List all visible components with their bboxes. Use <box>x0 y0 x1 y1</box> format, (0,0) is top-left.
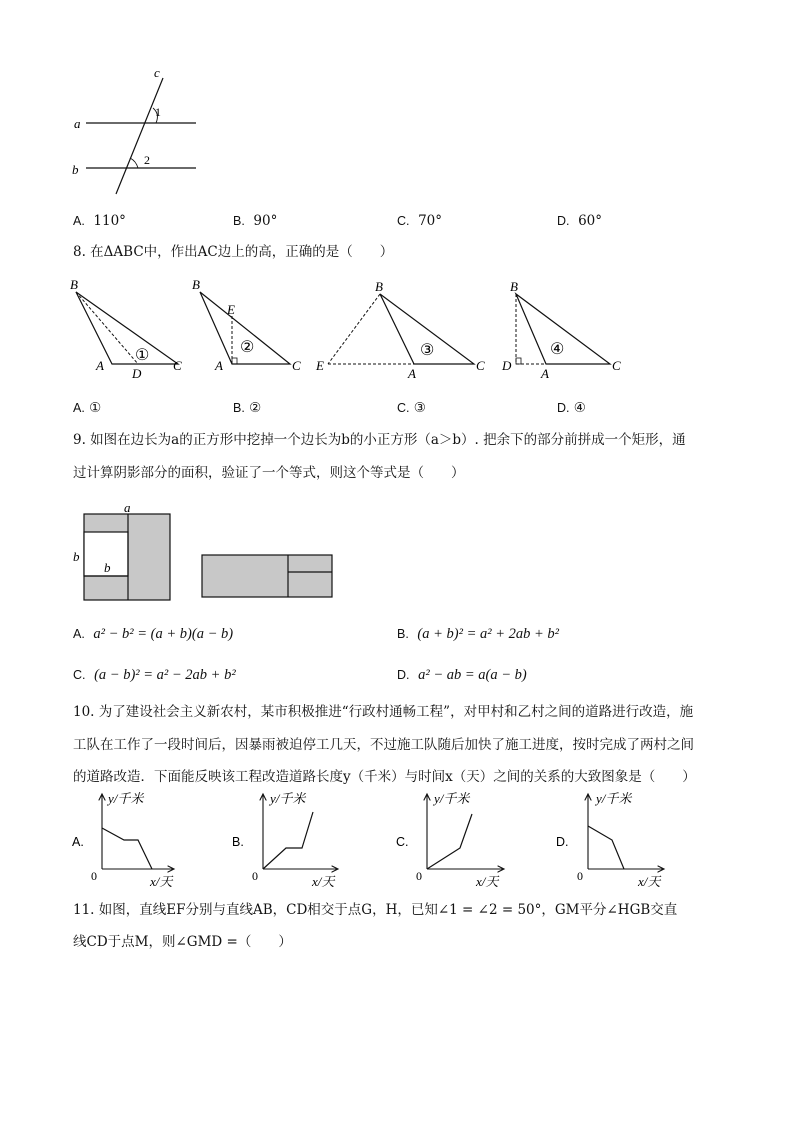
q9-figure <box>66 500 346 604</box>
q11-stem-line2: 线CD于点M，则∠GMD =（ ） <box>73 934 292 950</box>
q8-figures <box>60 272 640 384</box>
q8-stem: 8. 在ΔABC中，作出AC边上的高，正确的是（ ） <box>73 244 394 260</box>
q9-label-b-inner: b <box>104 560 111 575</box>
q10-graph-a-letter: A. <box>72 835 84 849</box>
fig1-label-a: A <box>96 358 104 373</box>
angle2-arc <box>130 158 138 168</box>
q10-graph-c-xlabel: x/天 <box>476 874 499 889</box>
fig4-mark: ④ <box>550 341 565 358</box>
q10-graph-d-origin: 0 <box>577 869 583 883</box>
fig4-label-d: D <box>502 358 512 373</box>
fig3-label-c: C <box>476 358 485 373</box>
q7-figure <box>60 60 210 200</box>
q9-option-b[interactable]: B. (a + b)² = a² + 2ab + b² <box>397 626 559 642</box>
q10-graph-b-letter: B. <box>232 835 244 849</box>
q8-option-d[interactable]: D. ④ <box>557 400 586 416</box>
q11-stem-line1: 11. 如图，直线EF分别与直线AB，CD相交于点G，H，已知∠1 = ∠2 = 50°，GM平分∠HGB交直 <box>73 902 678 918</box>
q8-option-a[interactable]: A. ① <box>73 400 102 416</box>
q8-figure-1 <box>70 277 182 381</box>
q10-graph-b-origin: 0 <box>252 869 258 883</box>
q10-graph-d-xlabel: x/天 <box>638 874 661 889</box>
q9-stem-line2: 过计算阴影部分的面积，验证了一个等式，则这个等式是（ ） <box>73 465 465 481</box>
q8-option-b[interactable]: B. ② <box>233 400 262 416</box>
label-c: c <box>154 65 160 80</box>
q7-option-d[interactable]: D. 60° <box>557 213 603 229</box>
q8-figure-4 <box>501 279 621 381</box>
fig1-mark: ① <box>135 347 150 364</box>
q10-stem-line1: 10. 为了建设社会主义新农村，某市积极推进“行政村通畅工程”，对甲村和乙村之间的道路进行改造，施 <box>73 704 694 720</box>
q10-graph-c-letter: C. <box>396 835 409 849</box>
q9-label-b-left: b <box>73 549 80 564</box>
q10-graph-b <box>232 791 338 889</box>
q10-graph-a-xlabel: x/天 <box>150 874 173 889</box>
fig1-label-b: B <box>70 277 78 292</box>
fig2-label-b: B <box>192 277 200 292</box>
label-angle1: 1 <box>155 105 161 119</box>
fig3-mark: ③ <box>420 342 435 359</box>
q9-option-d[interactable]: D. a² − ab = a(a − b) <box>397 667 527 683</box>
q9-option-a[interactable]: A. a² − b² = (a + b)(a − b) <box>73 626 234 642</box>
q10-graph-c-ylabel: y/千米 <box>434 791 470 806</box>
q10-graph-d <box>556 791 664 889</box>
q10-graph-c-origin: 0 <box>416 869 422 883</box>
q10-graph-a <box>72 791 174 889</box>
q10-graph-b-ylabel: y/千米 <box>270 791 306 806</box>
q10-graph-c <box>396 791 504 889</box>
q7-option-c[interactable]: C. 70° <box>397 213 443 229</box>
line-c <box>116 78 163 194</box>
q10-graph-b-xlabel: x/天 <box>312 874 335 889</box>
q9-label-a: a <box>124 500 131 515</box>
q9-stem-line1: 9. 如图在边长为a的正方形中挖掉一个边长为b的小正方形（a＞b）. 把余下的部分前拼成一个矩形，通 <box>73 432 686 448</box>
fig2-mark: ② <box>240 339 255 356</box>
q8-figure-3 <box>315 279 485 381</box>
q10-graph-a-ylabel: y/千米 <box>108 791 144 806</box>
fig2-label-e: E <box>227 302 235 317</box>
fig4-label-b: B <box>510 279 518 294</box>
q9-option-c[interactable]: C. (a − b)² = a² − 2ab + b² <box>73 667 236 683</box>
q8-figure-2 <box>192 277 301 373</box>
fig4-label-c: C <box>612 358 621 373</box>
label-b: b <box>72 162 79 177</box>
fig3-label-a: A <box>408 366 416 381</box>
q10-graph-d-ylabel: y/千米 <box>596 791 632 806</box>
q10-stem-line2: 工队在工作了一段时间后，因暴雨被迫停工几天，不过施工队随后加快了施工进度，按时完成了两村之间 <box>73 737 694 753</box>
fig1-label-c: C <box>173 358 182 373</box>
q10-graph-d-letter: D. <box>556 835 569 849</box>
q8-option-c[interactable]: C. ③ <box>397 400 426 416</box>
q10-graphs <box>66 788 716 892</box>
fig1-label-d: D <box>132 366 142 381</box>
fig3-label-b: B <box>375 279 383 294</box>
fig2-label-a: A <box>215 358 223 373</box>
fig4-label-a: A <box>541 366 549 381</box>
q7-option-a[interactable]: A. 110° <box>73 213 126 229</box>
label-angle2: 2 <box>144 153 150 167</box>
fig2-label-c: C <box>292 358 301 373</box>
q10-stem-line3: 的道路改造．下面能反映该工程改造道路长度y（千米）与时间x（天）之间的关系的大致图象是（ ） <box>73 769 696 785</box>
fig3-label-e: E <box>316 358 324 373</box>
q7-option-b[interactable]: B. 90° <box>233 213 278 229</box>
label-a: a <box>74 116 81 131</box>
q10-graph-a-origin: 0 <box>91 869 97 883</box>
